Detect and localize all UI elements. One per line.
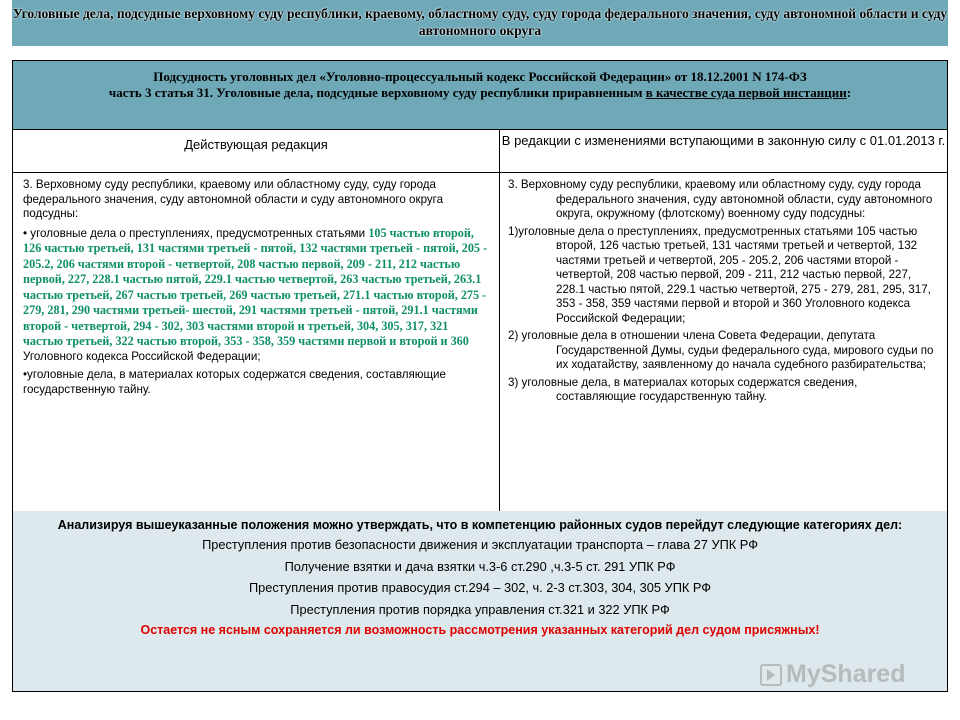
table-body-row — [13, 172, 947, 512]
conclusion-warning: Остается не ясным сохраняется ли возможность рассмотрения указанных категорий дел судом присяжных! — [140, 623, 820, 637]
amended-edition-cell — [500, 172, 947, 511]
header-line2-text: часть 3 статья 31. Уголовные дела, подсудные верховному суду республики приравненным — [108, 85, 646, 100]
table-header — [13, 61, 947, 130]
conclusion-item: Преступления против безопасности движения и эксплуатации транспорта – глава 27 УПК РФ — [202, 537, 758, 552]
conclusion-item: Преступления против порядка управления ст.321 и 322 УПК РФ — [290, 601, 670, 617]
current-edition-cell — [13, 172, 500, 511]
column-header-amended: В редакции с изменениями вступающими в законную силу с 01.01.2013 г. — [501, 133, 946, 148]
right-paragraph-3: 2) уголовные дела в отношении члена Совета Федерации, депутата Государственной Думы, судьи федерального суда, мирового судьи по их ходатайству, заявленному до начала судебного разбирательства; — [508, 329, 934, 371]
header-line2 — [23, 85, 937, 101]
left-bullet1 — [23, 226, 491, 365]
comparison-table — [12, 60, 948, 692]
column-headers — [13, 130, 947, 173]
play-icon — [760, 664, 782, 686]
right-paragraph-1: 3. Верховному суду республики, краевому или областному суду, суду города федерального значения, суду автономной области, суду автономного округа, окружному (флотскому) военному суду подсудны: — [508, 178, 933, 220]
header-line2-end: : — [846, 85, 852, 100]
top-banner — [12, 0, 948, 46]
column-header-current: Действующая редакция — [13, 130, 500, 172]
left-intro: 3. Верховному суду республики, краевому или областному суду, суду города федерального значения, суду автономной области и суду автономного округа подсудны: — [23, 178, 444, 220]
header-line2-underlined: в качестве суда первой инстанции — [645, 85, 847, 100]
banner-title: Уголовные дела, подсудные верховному суду республики, краевому, областному суду, суду города федерального значения, суду автономной области и суду автономного округа — [12, 6, 948, 38]
right-paragraph-2: 1)уголовные дела о преступлениях, предусмотренных статьями 105 частью второй, 126 частью третьей, 131 частями третьей и четвертой, 132 частями третьей и четвертой, 205 - 205.2, 206 частями второй - четвертой, 208 частью первой, 209 - 211, 212 частью первой, 227, 228.1 частью пятой, 229.1 частью четвертой, 275 - 279, 281, 295, 317, 353 - 358, 359 частями первой и второй и 360 Уголовного кодекса Российской Федерации; — [508, 224, 931, 325]
left-bullet1-articles: 105 частью второй, 126 частью третьей, 131 частями третьей - пятой, 132 частями третьей - пятой, 205 - 205.2, 206 частями второй - четвертой, 208 частью первой, 209 - 211, 212 частью первой, 227, 228.1 частью пятой, 229.1 частью четвертой, 263 частью третьей, 263.1 частью третьей, 267 частью третьей, 269 частью третьей, 271.1 частью второй, 275 - 279, 281, 290 частями третьей- шестой, 291 частями третьей - пятой, 291.1 частями второй - четвертой, 294 - 302, 303 частями второй и третьей, 304, 305, 317, 321 частью третьей, 322 частью второй, 353 - 358, 359 частями первой и второй и 360 — [23, 225, 488, 348]
left-bullet2: •уголовные дела, в материалах которых содержатся сведения, составляющие государственную тайну. — [23, 368, 446, 396]
left-bullet1-prefix: • уголовные дела о преступлениях, предусмотренных статьями — [23, 226, 369, 240]
right-paragraph-4: 3) уголовные дела, в материалах которых содержатся сведения, составляющие государственную тайну. — [508, 375, 858, 403]
conclusion-item: Получение взятки и дача взятки ч.3-6 ст.290 ,ч.3-5 ст. 291 УПК РФ — [284, 558, 676, 574]
left-bullet1-suffix: Уголовного кодекса Российской Федерации; — [23, 349, 261, 363]
conclusion-item: Преступления против правосудия ст.294 – 302, ч. 2-3 ст.303, 304, 305 УПК РФ — [248, 580, 712, 595]
watermark-text: MyShared — [786, 660, 906, 688]
conclusion-title: Анализируя вышеуказанные положения можно утверждать, что в компетенцию районных судов перейдут следующие категориях дел: — [57, 518, 903, 532]
watermark-logo — [760, 660, 905, 689]
header-line1: Подсудность уголовных дел «Уголовно-процессуальный кодекс Российской Федерации» от 18.12.2001 N 174-ФЗ — [153, 69, 807, 84]
